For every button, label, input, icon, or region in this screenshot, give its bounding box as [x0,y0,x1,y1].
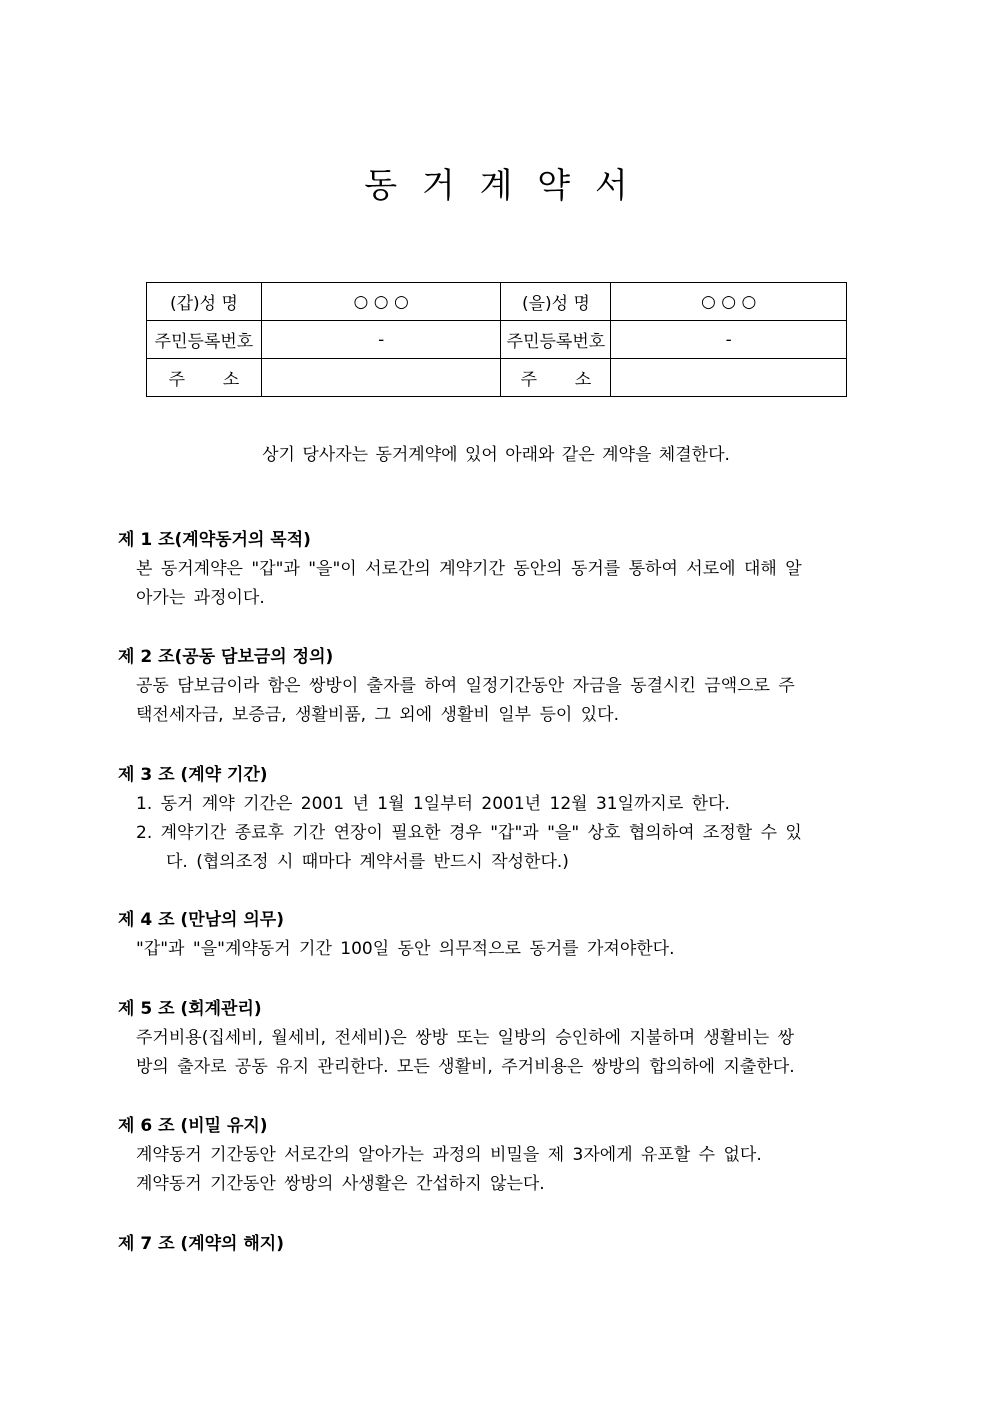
article-line: 본 동거계약은 "갑"과 "을"이 서로간의 계약기간 동안의 동거를 통하여 서로에 대해 알 [136,559,802,579]
party-b-id-label: 주민등록번호 [501,321,611,359]
article-7 [118,1229,878,1259]
article-5 [118,994,878,1082]
table-row [147,359,847,397]
article-3 [118,760,878,877]
article-1 [118,525,878,613]
party-b-address-label: 주 소 [501,359,611,397]
document-title: 동 거 계 약 서 [364,166,628,206]
article-title: 제 3 조 (계약 기간) [118,765,268,785]
intro-text: 상기 당사자는 동거계약에 있어 아래와 같은 계약을 체결한다. [262,445,730,465]
parties-table [146,282,847,397]
table-row [147,321,847,359]
article-line: 계약동거 기간동안 서로간의 알아가는 과정의 비밀을 제 3자에게 유포할 수 없다. [136,1145,762,1165]
article-line: 아가는 과정이다. [136,588,265,608]
party-a-name-value: ○ ○ ○ [261,283,501,321]
article-title: 제 4 조 (만남의 의무) [118,910,284,930]
party-a-address-label: 주 소 [147,359,262,397]
party-a-id-value: - [261,321,501,359]
article-line: 1. 동거 계약 기간은 2001 년 1월 1일부터 2001년 12월 31일까지로 한다. [136,794,730,814]
article-title: 제 2 조(공동 담보금의 정의) [118,647,334,667]
article-6 [118,1111,878,1199]
article-title: 제 5 조 (회계관리) [118,999,262,1019]
article-title: 제 6 조 (비밀 유지) [118,1116,268,1136]
party-b-name-label: (을)성 명 [501,283,611,321]
article-4 [118,905,878,964]
party-a-id-label: 주민등록번호 [147,321,262,359]
party-a-name-label: (갑)성 명 [147,283,262,321]
article-line: 다. (협의조정 시 때마다 계약서를 반드시 작성한다.) [166,852,569,872]
article-line: 계약동거 기간동안 쌍방의 사생활은 간섭하지 않는다. [136,1174,545,1194]
article-title: 제 1 조(계약동거의 목적) [118,530,311,550]
table-row [147,283,847,321]
party-b-name-value: ○ ○ ○ [611,283,847,321]
party-a-address-value [261,359,501,397]
article-line: 주거비용(집세비, 월세비, 전세비)은 쌍방 또는 일방의 승인하에 지불하며 생활비는 쌍 [136,1028,795,1048]
article-line: 2. 계약기간 종료후 기간 연장이 필요한 경우 "갑"과 "을" 상호 협의하여 조정할 수 있 [136,823,802,843]
article-line: 방의 출자로 공동 유지 관리한다. 모든 생활비, 주거비용은 쌍방의 합의하에 지출한다. [136,1057,795,1077]
article-line: "갑"과 "을"계약동거 기간 100일 동안 의무적으로 동거를 가져야한다. [136,939,675,959]
party-b-id-value: - [611,321,847,359]
article-2 [118,642,878,730]
article-line: 공동 담보금이라 함은 쌍방이 출자를 하여 일정기간동안 자금을 동결시킨 금액으로 주 [136,676,795,696]
article-line: 택전세자금, 보증금, 생활비품, 그 외에 생활비 일부 등이 있다. [136,705,619,725]
party-b-address-value [611,359,847,397]
article-title: 제 7 조 (계약의 해지) [118,1234,284,1254]
